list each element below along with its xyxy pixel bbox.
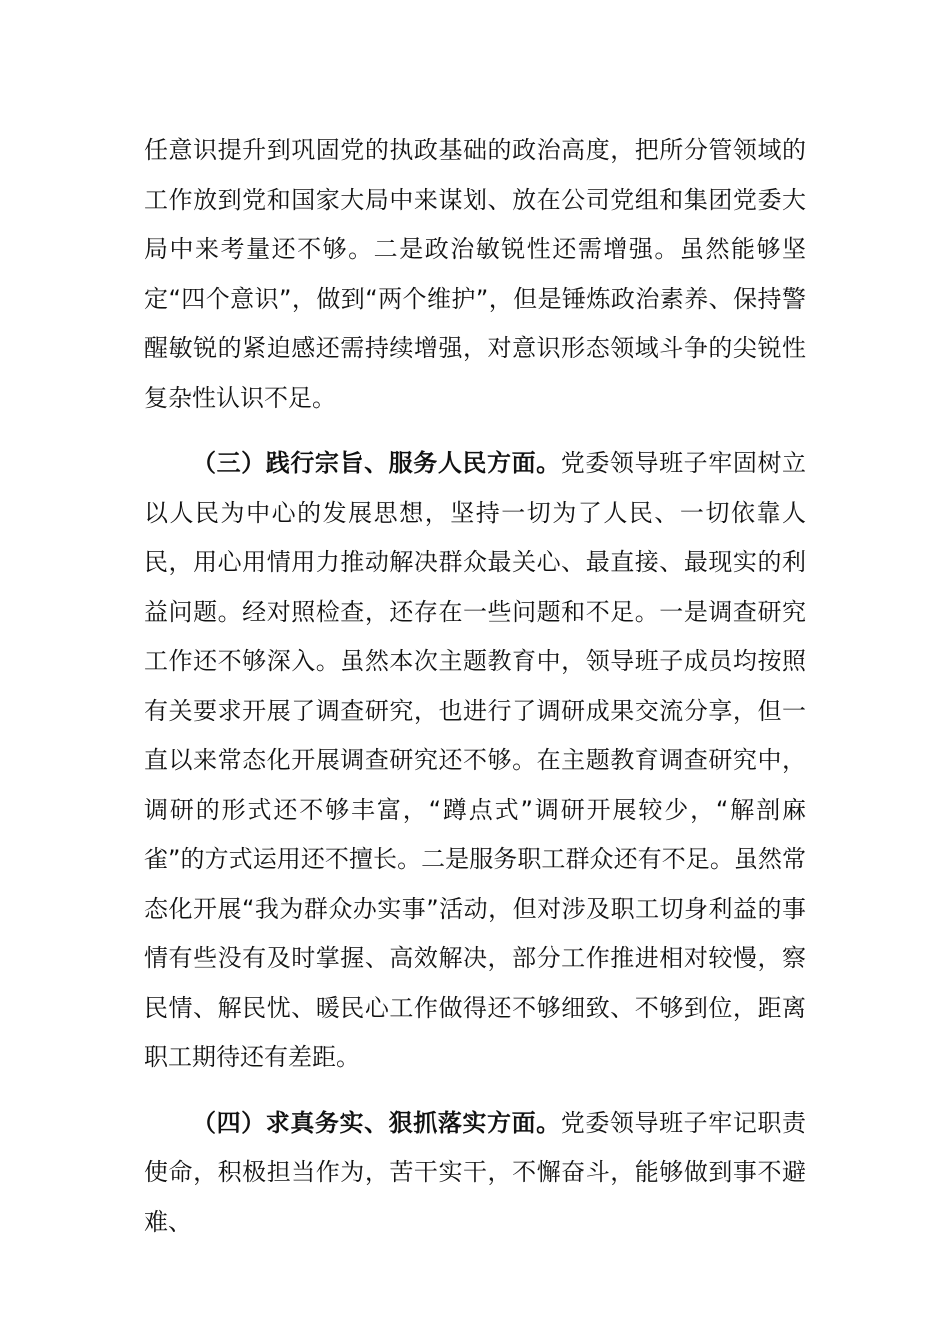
- section-heading-four: （四）求真务实、狠抓落实方面。: [192, 1108, 561, 1137]
- paragraph-serve-people: [144, 439, 806, 1083]
- paragraph-political-awareness: [144, 126, 806, 423]
- paragraph-text: 任意识提升到巩固党的执政基础的政治高度，把所分管领域的工作放到党和国家大局中来谋划、放在公司党组和集团党委大局中来考量还不够。二是政治敏锐性还需增强。虽然能够坚定“四个意识”，做到“两个维护”，但是锤炼政治素养、保持警醒敏锐的紧迫感还需持续增强，对意识形态领域斗争的尖锐性复杂性认识不足。: [144, 136, 806, 412]
- section-heading-three: （三）践行宗旨、服务人民方面。: [192, 449, 561, 477]
- document-body: [144, 126, 806, 1247]
- paragraph-practical-work: [144, 1099, 806, 1248]
- paragraph-text: 党委领导班子牢记职责使命，积极担当作为，苦干实干，不懈奋斗，能够做到事不避难、: [144, 1108, 806, 1236]
- paragraph-text: 党委领导班子牢固树立以人民为中心的发展思想，坚持一切为了人民、一切依靠人民，用心用情用力推动解决群众最关心、最直接、最现实的利益问题。经对照检查，还存在一些问题和不足。一是调查研究工作还不够深入。虽然本次主题教育中，领导班子成员均按照有关要求开展了调查研究，也进行了调研成果交流分享，但一直以来常态化开展调查研究还不够。在主题教育调查研究中，调研的形式还不够丰富，“蹲点式”调研开展较少，“解剖麻雀”的方式运用还不擅长。二是服务职工群众还有不足。虽然常态化开展“我为群众办实事”活动，但对涉及职工切身利益的事情有些没有及时掌握、高效解决，部分工作推进相对较慢，察民情、解民忧、暖民心工作做得还不够细致、不够到位，距离职工期待还有差距。: [144, 449, 806, 1071]
